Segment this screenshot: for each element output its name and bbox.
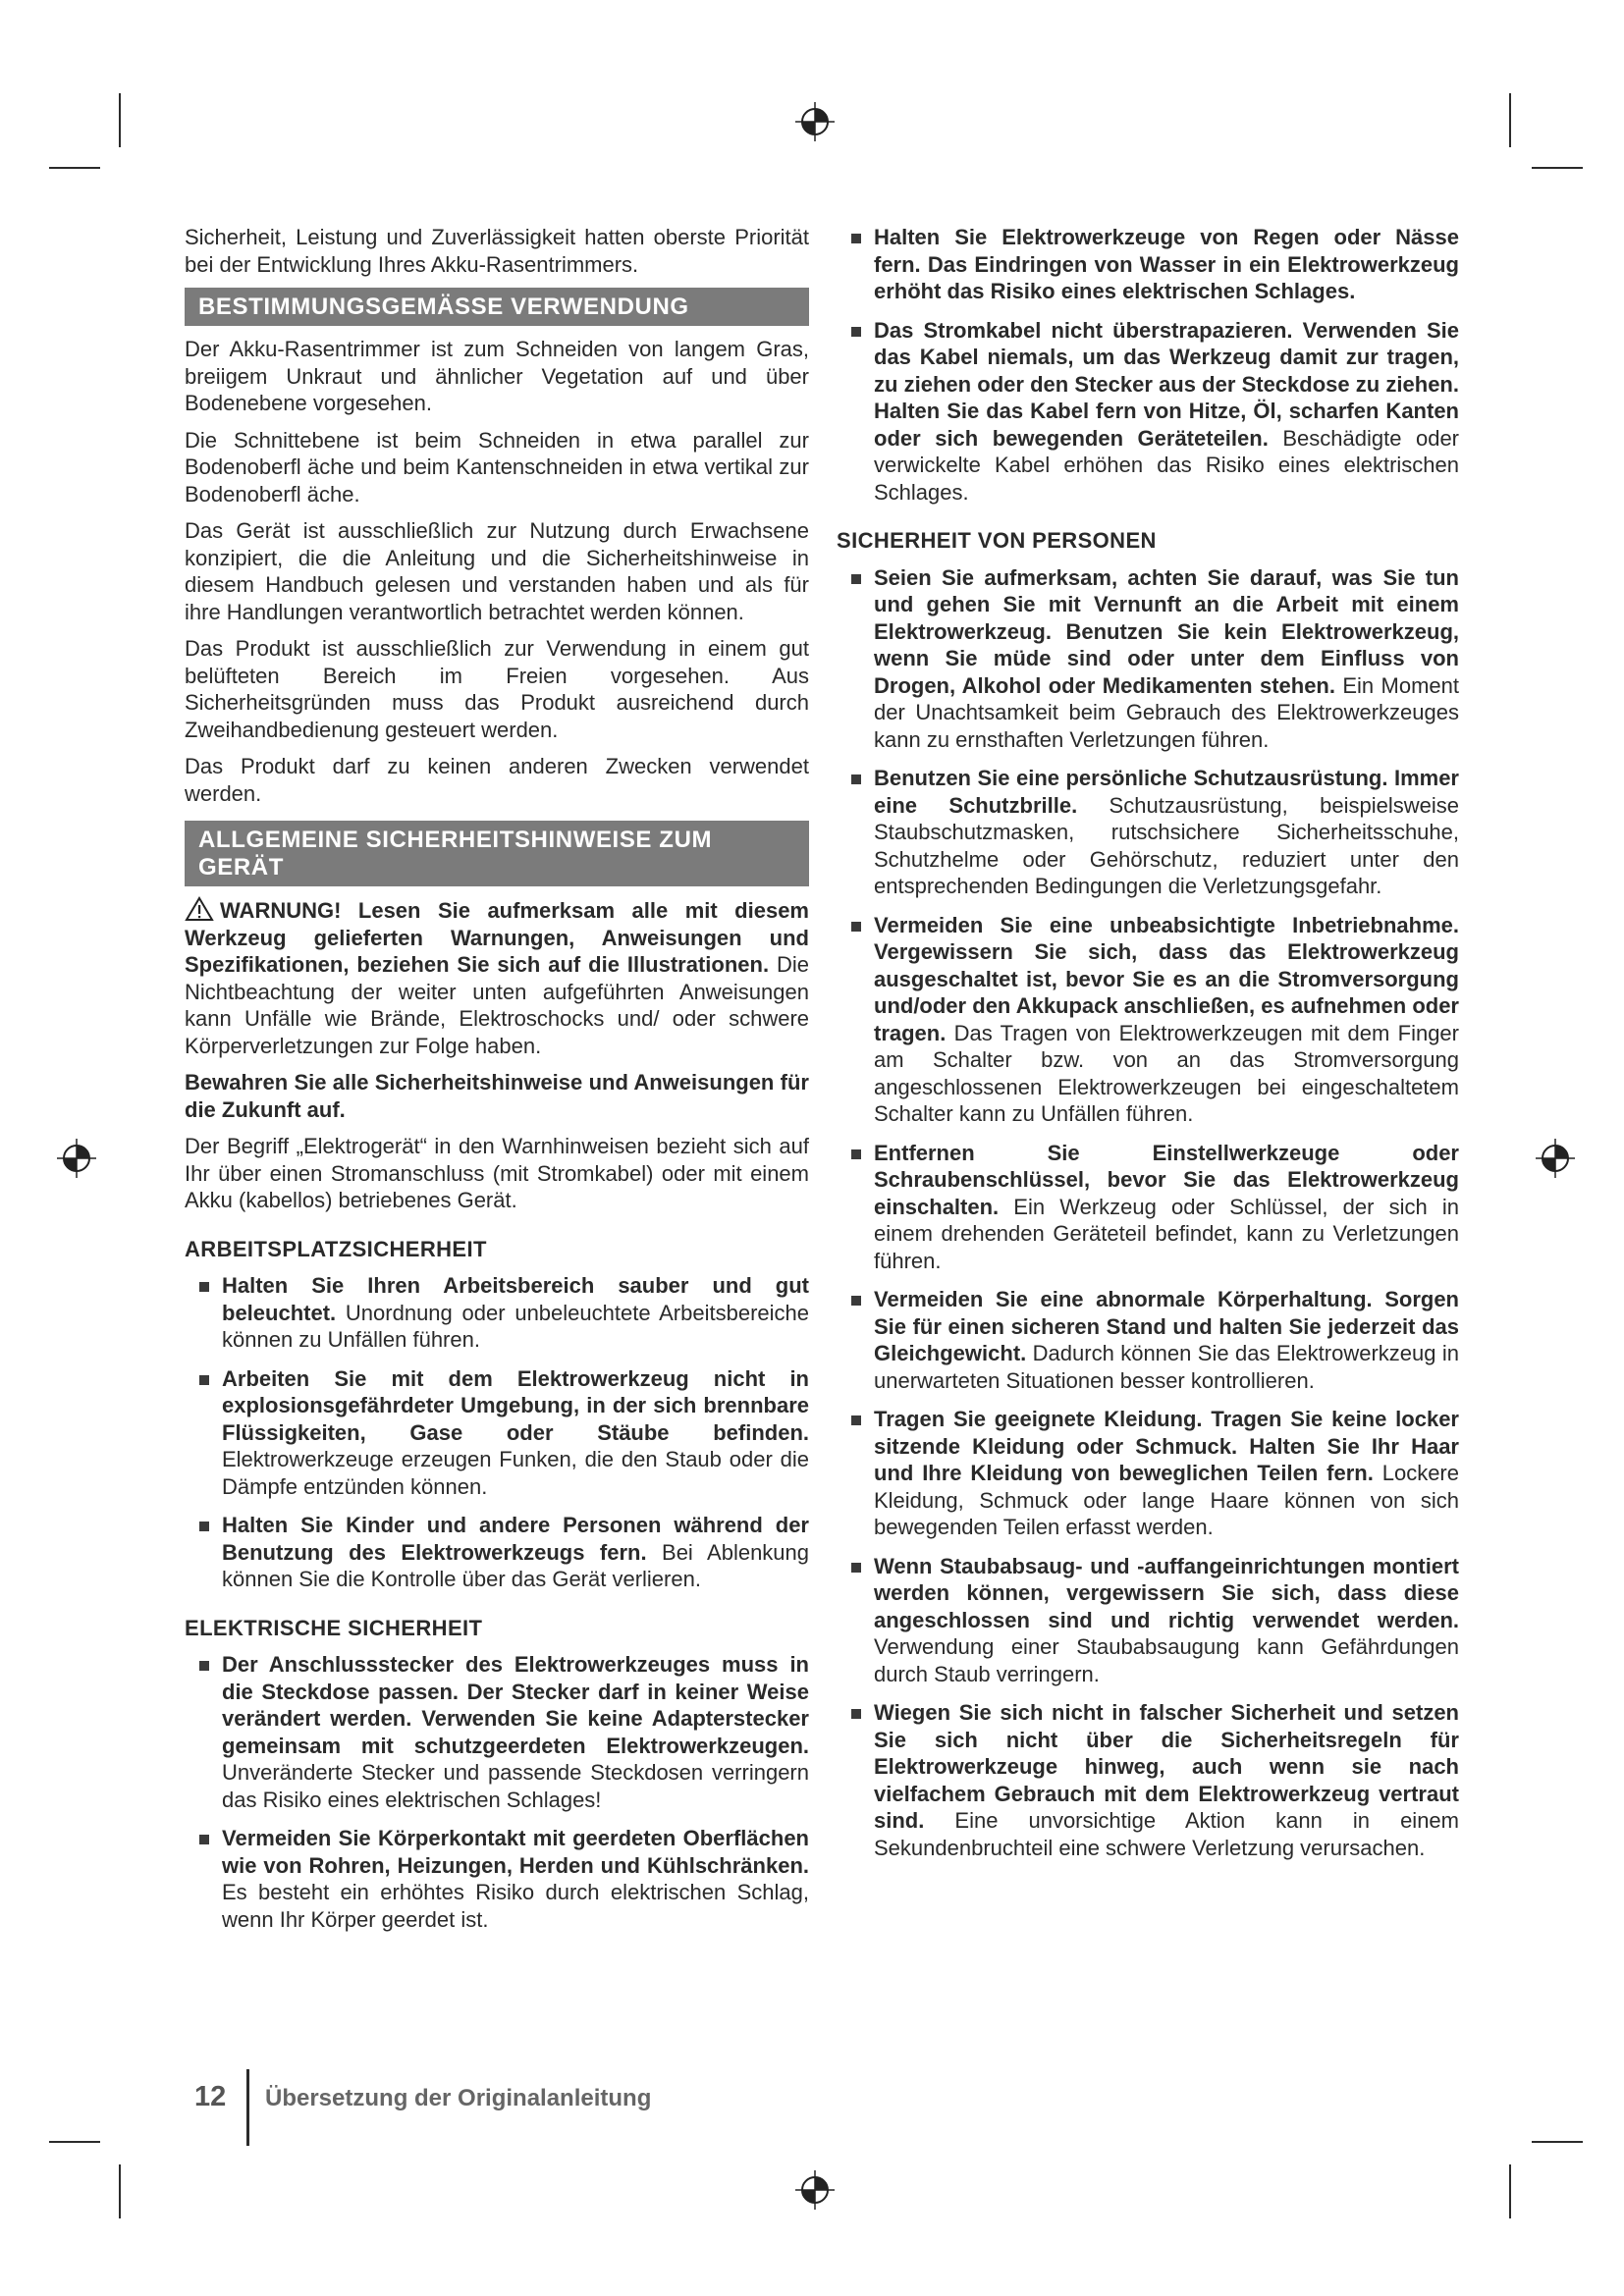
- list-item: Halten Sie Elektrowerkzeuge von Regen oder Nässe fern. Das Eindringen von Wasser in ein Elektrowerkzeug erhöht das Risiko eines elektrischen Schlages.: [874, 225, 1459, 303]
- page-number: 12: [194, 2081, 227, 2112]
- section-heading-intended-use: BESTIMMUNGSGEMÄSSE VERWENDUNG: [185, 288, 809, 326]
- list-item: Vermeiden Sie eine unbeabsichtigte Inbetriebnahme. Vergewissern Sie sich, dass das Elektrowerkzeug ausgeschaltet ist, bevor Sie es an die Stromversorgung und/oder den Akkupack anschließen, es aufnehmen oder tragen. Das Tragen von Elektrowerkzeugen mit dem Finger am Schalter bzw. von an das Stromversorgung angeschlossenen Elektrowerkzeugen bei eingeschaltetem Schalter kann zu Unfällen führen.: [874, 912, 1459, 1126]
- crop-mark-bottom-left-horizontal: [49, 2141, 100, 2143]
- crop-mark-bottom-left-vertical: [119, 2164, 121, 2218]
- warning-bold-text: WARNUNG! Lesen Sie aufmerksam alle mit diesem Werkzeug gelieferten Warnungen, Anweisungen und Spezifikationen, beziehen Sie sich auf die Illustrationen.: [185, 898, 809, 977]
- warning-triangle-icon: [185, 896, 214, 922]
- crop-mark-bottom-right-horizontal: [1532, 2141, 1583, 2143]
- right-column: [837, 224, 1459, 1873]
- list-item: Halten Sie Kinder und andere Personen während der Benutzung des Elektrowerkzeugs fern. Bei Ablenkung können Sie die Kontrolle über das Gerät verlieren.: [222, 1513, 810, 1591]
- registration-right-icon: [1534, 1137, 1577, 1180]
- list-item: Tragen Sie geeignete Kleidung. Tragen Sie keine locker sitzende Kleidung oder Schmuck. Halten Sie Ihr Haar und Ihre Kleidung von beweglichen Teilen fern. Lockere Kleidung, Schmuck oder lange Haare können von sich bewegenden Teilen erfasst werden.: [874, 1407, 1459, 1539]
- warning-paragraph: [185, 896, 809, 1059]
- list-item: Entfernen Sie Einstellwerkzeuge oder Schraubenschlüssel, bevor Sie das Elektrowerkzeug einschalten. Ein Werkzeug oder Schlüssel, der sich in einem drehenden Geräteteil befindet, kann zu Verletzungen führen.: [874, 1140, 1459, 1273]
- crop-mark-top-left-horizontal: [49, 167, 100, 169]
- registration-left-icon: [55, 1137, 98, 1180]
- list-item: Wiegen Sie sich nicht in falscher Sicherheit und setzen Sie sich nicht über die Sicherheitsregeln für Elektrowerkzeuge hinweg, auch wenn sie nach vielfachem Gebrauch mit dem Elektrowerkzeug vertraut sind. Eine unvorsichtige Aktion kann in einem Sekundenbruchteil eine schwere Verletzung verursachen.: [874, 1700, 1459, 1860]
- intended-use-p5: Das Produkt darf zu keinen anderen Zwecken verwendet werden.: [185, 754, 809, 806]
- heading-work-area: ARBEITSPLATZSICHERHEIT: [185, 1236, 487, 1261]
- intended-use-p4: Das Produkt ist ausschließlich zur Verwendung in einem gut belüfteten Bereich im Freien vorgesehen. Aus Sicherheitsgründen muss das Produkt ausreichend durch Zweihandbedienung gesteuert werden.: [185, 636, 809, 742]
- footer-title: Übersetzung der Originalanleitung: [265, 2085, 652, 2111]
- list-item: Das Stromkabel nicht überstrapazieren. Verwenden Sie das Kabel niemals, um das Werkzeug damit zur tragen, zu ziehen oder den Stecker aus der Steckdose zu ziehen. Halten Sie das Kabel fern von Hitze, Öl, scharfen Kanten oder sich bewegenden Geräteteilen. Beschädigte oder verwickelte Kabel erhöhen das Risiko eines elektrischen Schlages.: [874, 317, 1460, 505]
- list-item: Der Anschlussstecker des Elektrowerkzeuges muss in die Steckdose passen. Der Stecker darf in keiner Weise verändert werden. Verwenden Sie keine Adapterstecker gemeinsam mit schutzgeerdeten Elektrowerkzeugen. Unveränderte Stecker und passende Steckdosen verringern das Risiko eines elektrischen Schlages!: [222, 1652, 809, 1812]
- crop-mark-top-right-vertical: [1509, 93, 1511, 147]
- term-definition: Der Begriff „Elektrogerät“ in den Warnhinweisen bezieht sich auf Ihr über einen Stromanschluss (mit Stromkabel) oder mit einem Akku (kabellos) betriebenes Gerät.: [185, 1134, 809, 1212]
- footer-divider: [246, 2069, 249, 2146]
- intended-use-p3: Das Gerät ist ausschließlich zur Nutzung durch Erwachsene konzipiert, die die Anleitung und die Sicherheitshinweise in diesem Handbuch gelesen und verstanden haben und als für ihre Handlungen verantwortlich betrachtet werden können.: [185, 518, 809, 624]
- list-item: Vermeiden Sie Körperkontakt mit geerdeten Oberflächen wie von Rohren, Heizungen, Herden und Kühlschränken. Es besteht ein erhöhtes Risiko durch elektrischen Schlag, wenn Ihr Körper geerdet ist.: [222, 1826, 809, 1932]
- heading-electrical: ELEKTRISCHE SICHERHEIT: [185, 1615, 483, 1640]
- registration-top-icon: [793, 100, 837, 143]
- crop-mark-top-right-horizontal: [1532, 167, 1583, 169]
- list-item: Halten Sie Ihren Arbeitsbereich sauber und gut beleuchtet. Unordnung oder unbeleuchtete Arbeitsbereiche können zu Unfällen führen.: [222, 1273, 809, 1352]
- work-area-list: [185, 1272, 809, 1593]
- left-column: [185, 224, 809, 1945]
- list-item: Vermeiden Sie eine abnormale Körperhaltung. Sorgen Sie für einen sicheren Stand und halten Sie jederzeit das Gleichgewicht. Dadurch können Sie das Elektrowerkzeug in unerwarteten Situationen besser kontrollieren.: [874, 1287, 1459, 1393]
- registration-bottom-icon: [793, 2168, 837, 2212]
- intended-use-p1: Der Akku-Rasentrimmer ist zum Schneiden von langem Gras, breiigem Unkraut und ähnlicher Vegetation auf und über Bodenebene vorgesehen.: [185, 337, 809, 415]
- list-item: Seien Sie aufmerksam, achten Sie darauf, was Sie tun und gehen Sie mit Vernunft an die Arbeit mit einem Elektrowerkzeug. Benutzen Sie kein Elektrowerkzeug, wenn Sie müde sind oder unter dem Einfluss von Drogen, Alkohol oder Medikamenten stehen. Ein Moment der Unachtsamkeit beim Gebrauch des Elektrowerkzeuges kann zu ernsthaften Verletzungen führen.: [874, 564, 1460, 752]
- crop-mark-top-left-vertical: [119, 93, 121, 147]
- heading-personal-safety: SICHERHEIT VON PERSONEN: [837, 528, 1157, 553]
- intro-paragraph: Sicherheit, Leistung und Zuverlässigkeit hatten oberste Priorität bei der Entwicklung Ihres Akku-Rasentrimmers.: [185, 225, 809, 277]
- electrical-list-continued: [837, 224, 1459, 506]
- crop-mark-bottom-right-vertical: [1509, 2164, 1511, 2218]
- keep-instructions: Bewahren Sie alle Sicherheitshinweise und Anweisungen für die Zukunft auf.: [185, 1070, 809, 1122]
- list-item: Arbeiten Sie mit dem Elektrowerkzeug nicht in explosionsgefährdeter Umgebung, in der sich brennbare Flüssigkeiten, Gase oder Stäube befinden. Elektrowerkzeuge erzeugen Funken, die den Staub oder die Dämpfe entzünden können.: [222, 1365, 809, 1499]
- list-item: Benutzen Sie eine persönliche Schutzausrüstung. Immer eine Schutzbrille. Schutzausrüstung, beispielsweise Staubschutzmasken, rutschsichere Sicherheitsschuhe, Schutzhelme oder Gehörschutz, reduziert unter den entsprechenden Bedingungen die Verletzungsgefahr.: [874, 766, 1459, 898]
- section-heading-general-safety: ALLGEMEINE SICHERHEITSHINWEISE ZUM GERÄT: [185, 821, 809, 886]
- personal-safety-list: [837, 564, 1459, 1862]
- list-item: Wenn Staubabsaug- und -auffangeinrichtungen montiert werden können, vergewissern Sie sich, dass diese angeschlossen sind und richtig verwendet werden. Verwendung einer Staubabsaugung kann Gefährdungen durch Staub verringern.: [874, 1553, 1459, 1686]
- warning-text: Die Nichtbeachtung der weiter unten aufgeführten Anweisungen kann Unfälle wie Brände, Elektroschocks und/ oder schwere Körperverletzungen zur Folge haben.: [185, 952, 810, 1058]
- electrical-list: [185, 1651, 809, 1933]
- intended-use-p2: Die Schnittebene ist beim Schneiden in etwa parallel zur Bodenoberfl äche und beim Kantenschneiden in etwa vertikal zur Bodenoberfl äche.: [185, 427, 809, 507]
